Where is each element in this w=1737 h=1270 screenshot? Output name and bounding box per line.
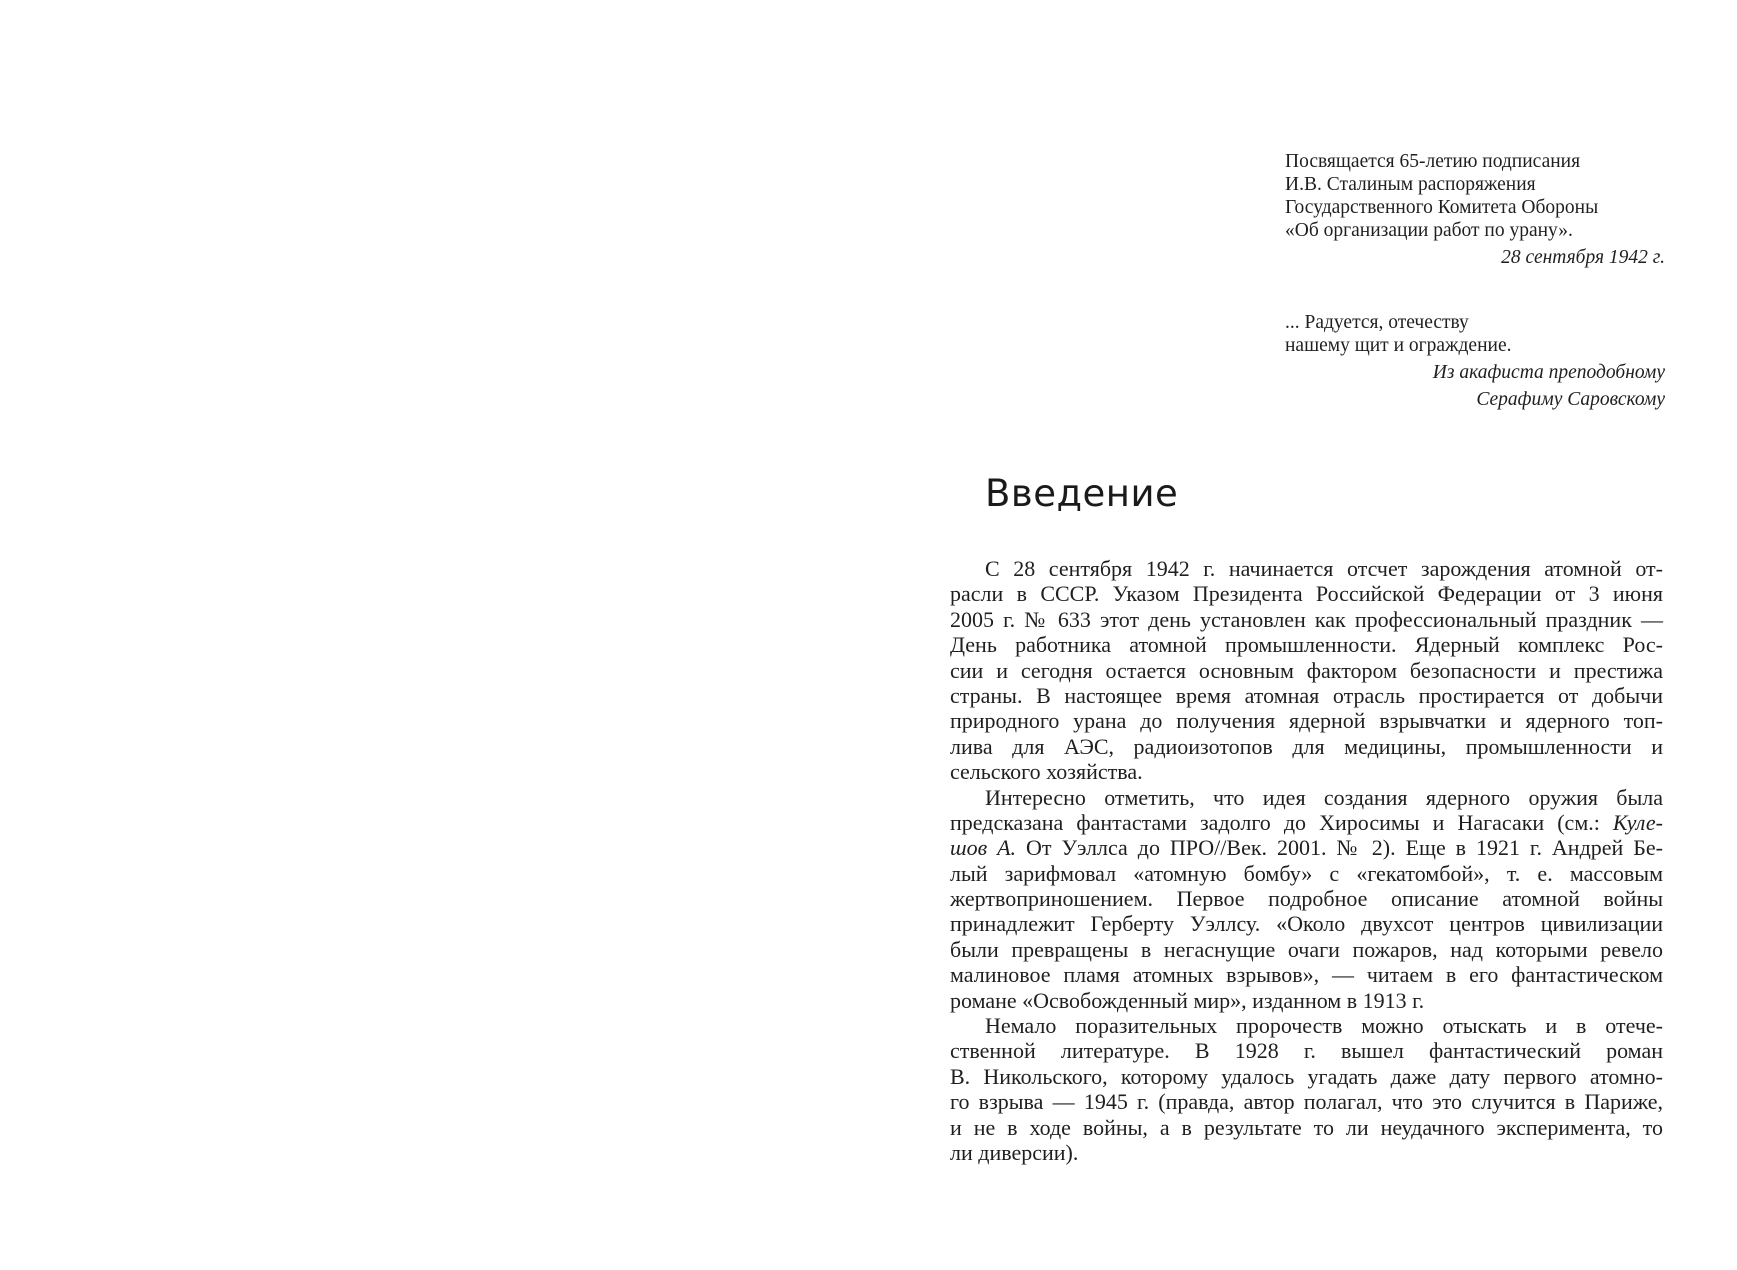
paragraph-2 [950,785,1663,1014]
text-line: и не в ходе войны, а в результате то ли неудачного эксперимента, то [950,1114,1663,1140]
text-line: Интересно отметить, что идея создания ядерного оружия была [985,784,1663,810]
text-line: принадлежит Герберту Уэллсу. «Около двухсот центров цивилизации [950,911,1663,937]
text-line: лый зарифмовал «атомную бомбу» с «гекатомбой», т. е. массовым [950,860,1663,886]
text-line: ственной литературе. В 1928 г. вышел фантастический роман [950,1038,1663,1064]
quote-source-line: Серафиму Саровскому [1476,389,1665,410]
text-line: расли в СССР. Указом Президента Российской Федерации от 3 июня [950,581,1663,607]
paragraph-1 [950,556,1663,785]
text-line: 2005 г. № 633 этот день установлен как профессиональный праздник — [950,606,1663,632]
dedication-line: «Об организации работ по урану». [1285,220,1573,241]
text-line: романе «Освобожденный мир», изданном в 1913 г. [950,987,1425,1013]
dedication-date: 28 сентября 1942 г. [1501,247,1665,268]
quote-source-line: Из акафиста преподобному [1432,362,1665,383]
text-line: жертвоприношением. Первое подробное описание атомной войны [950,886,1663,912]
paragraph-3 [950,1013,1663,1165]
text-segment: От Уэллса до ПРО//Век. 2001. № 2). Еще в 1921 г. Андрей Бе- [1016,835,1663,861]
text-line: Немало поразительных пророчеств можно отыскать и в отече- [985,1013,1663,1039]
left-page-blank [0,0,868,1270]
citation-author: Куле- [1612,809,1663,835]
dedication-line: Посвящается 65-летию подписания [1285,151,1581,172]
text-line: природного урана до получения ядерной взрывчатки и ядерного топ- [950,708,1663,734]
text-line: страны. В настоящее время атомная отрасль простирается от добычи [950,682,1663,708]
text-line: лива для АЭС, радиоизотопов для медицины, промышленности и [950,733,1663,759]
text-line: В. Никольского, которому удалось угадать даже дату первого атомно- [950,1063,1663,1089]
text-line: малиновое пламя атомных взрывов», — читаем в его фантастическом [950,962,1663,988]
dedication-block [1285,150,1665,269]
text-line: День работника атомной промышленности. Ядерный комплекс Рос- [950,632,1663,658]
text-line [950,835,1663,860]
epigraph-quote [1285,311,1665,411]
text-line: С 28 сентября 1942 г. начинается отсчет зарождения атомной от- [985,556,1663,581]
citation-author: шов А. [950,835,1017,861]
quote-line: ... Радуется, отечеству [1285,312,1469,333]
dedication-line: Государственного Комитета Обороны [1285,197,1599,218]
text-line [950,810,1663,835]
text-line: ли диверсии). [950,1139,1079,1165]
text-segment: предсказана фантастами задолго до Хиросимы и Нагасаки (см.: [950,809,1613,835]
text-line: были превращены в негаснущие очаги пожаров, над которыми ревело [950,936,1663,962]
chapter-title: Введение [985,472,1179,515]
text-line: сии и сегодня остается основным фактором безопасности и престижа [950,657,1663,683]
text-line: го взрыва — 1945 г. (правда, автор полагал, что это случится в Париже, [950,1089,1663,1115]
quote-line: нашему щит и ограждение. [1285,335,1512,356]
text-line: сельского хозяйства. [950,759,1143,785]
dedication-line: И.В. Сталиным распоряжения [1285,174,1536,195]
body-text [950,556,1663,1165]
